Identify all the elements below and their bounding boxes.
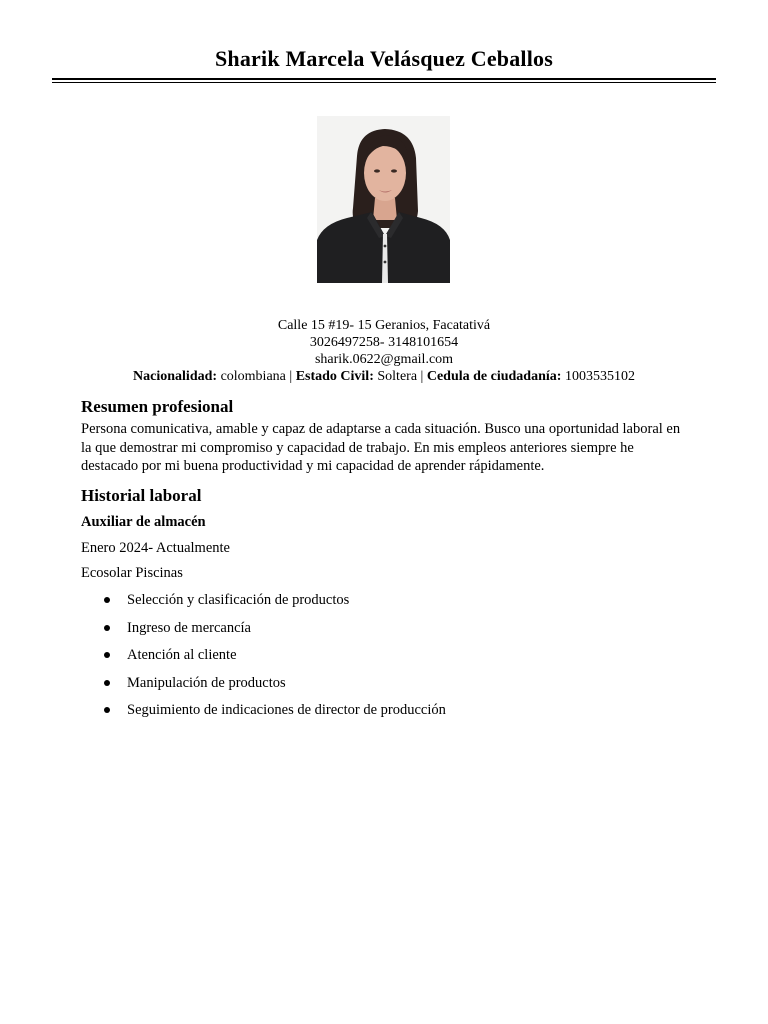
list-item	[81, 645, 446, 673]
civil-status-label: Estado Civil:	[295, 369, 374, 384]
duty-text: Ingreso de mercancía	[127, 619, 251, 636]
duty-text: Atención al cliente	[127, 647, 237, 663]
portrait-photo	[317, 116, 450, 283]
work-history-heading: Historial laboral	[81, 486, 202, 505]
nationality-value: colombiana |	[217, 369, 296, 384]
contact-address: Calle 15 #19- 15 Geranios, Facatativá	[277, 318, 491, 333]
bullet-icon	[104, 707, 110, 713]
header-divider-thin	[52, 82, 716, 83]
nationality-label: Nacionalidad:	[133, 369, 218, 384]
job-title: Auxiliar de almacén	[81, 514, 206, 530]
list-item	[81, 590, 446, 618]
bullet-icon	[104, 597, 110, 603]
contact-phones: 3026497258- 3148101654	[309, 335, 459, 350]
duty-text: Seguimiento de indicaciones de director de producción	[127, 702, 446, 718]
contact-email: sharik.0622@gmail.com	[314, 352, 454, 367]
job-duties-list	[81, 590, 446, 728]
duty-text: Selección y clasificación de productos	[127, 592, 350, 608]
bullet-icon	[104, 625, 110, 631]
list-item	[81, 618, 446, 646]
list-item	[81, 673, 446, 701]
job-company: Ecosolar Piscinas	[81, 565, 183, 581]
list-item	[81, 700, 446, 728]
job-dates: Enero 2024- Actualmente	[81, 540, 230, 556]
personal-details-line	[0, 368, 768, 385]
bullet-icon	[104, 680, 110, 686]
candidate-name: Sharik Marcela Velásquez Ceballos	[214, 46, 554, 71]
id-number-value: 1003535102	[561, 369, 635, 384]
civil-status-value: Soltera |	[373, 369, 427, 384]
bullet-icon	[104, 652, 110, 658]
id-number-label: Cedula de ciudadanía:	[426, 369, 562, 384]
duty-text: Manipulación de productos	[127, 674, 286, 691]
header-divider-thick	[52, 78, 716, 80]
summary-heading: Resumen profesional	[81, 397, 234, 416]
summary-text: Persona comunicativa, amable y capaz de adaptarse a cada situación. Busco una oportunidad laboral en la que demostrar mi compromiso y capacidad de trabajo. En mis empleos anteriores siempre he destacado por mi buena productividad y mi capacidad de aprender rápidamente.	[81, 421, 681, 474]
